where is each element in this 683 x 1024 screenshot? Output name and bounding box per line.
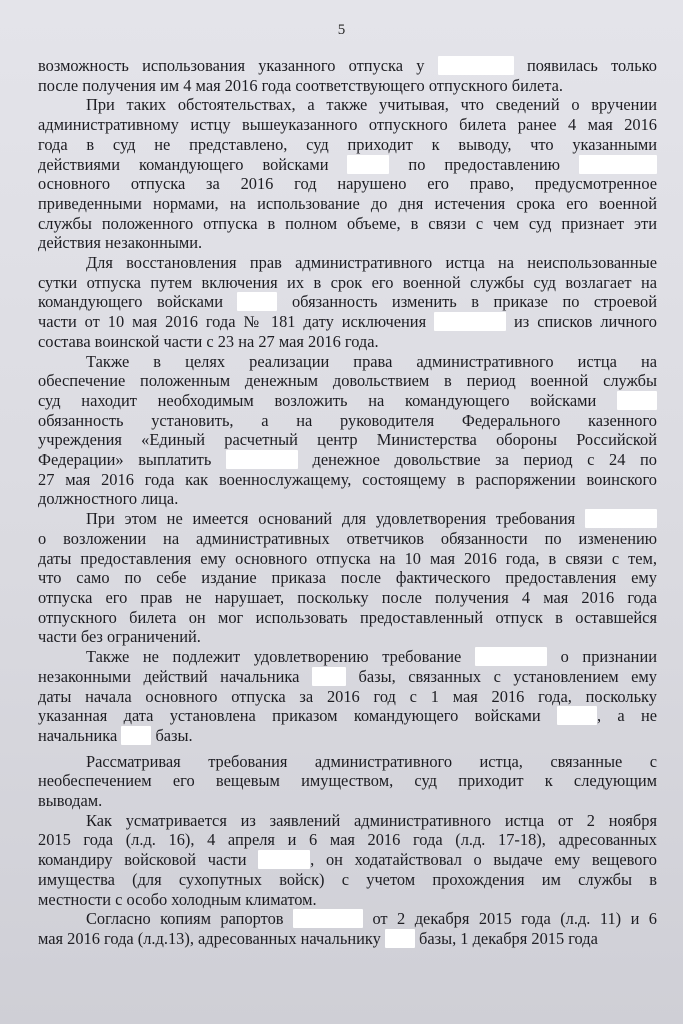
text-run: основного отпуска за 2016 год нарушено его право, предусмотренное bbox=[38, 174, 657, 194]
text-run: Также в целях реализации права административного истца на bbox=[86, 351, 657, 371]
text-run: отпускного билета он мог использовать предоставленный отпуск в оставшейся bbox=[38, 607, 657, 627]
text-line bbox=[38, 771, 657, 791]
text-line bbox=[38, 667, 657, 687]
text-run: части от 10 мая 2016 года № 181 дату исключения bbox=[38, 312, 435, 332]
text-run: , а не bbox=[596, 706, 657, 726]
redaction-box bbox=[438, 56, 514, 75]
redaction-box bbox=[258, 850, 310, 869]
text-line bbox=[38, 909, 657, 929]
redaction-box bbox=[557, 706, 597, 725]
text-line bbox=[38, 687, 657, 707]
text-run: после получения им 4 мая 2016 года соответствующего отпускного билета. bbox=[38, 75, 564, 95]
text-run: о признании bbox=[546, 647, 657, 667]
paragraph bbox=[38, 509, 657, 647]
text-line bbox=[38, 391, 657, 411]
text-run: обязанность изменить в приказе по строевой bbox=[277, 292, 657, 312]
text-line bbox=[38, 135, 657, 155]
text-line bbox=[38, 273, 657, 293]
text-run: о возложении на административных ответчиков обязанности по изменению bbox=[38, 528, 657, 548]
text-line bbox=[38, 752, 657, 772]
text-run: местности с особо холодным климатом. bbox=[38, 889, 317, 909]
text-run: денежное довольствие за период с 24 по bbox=[297, 450, 657, 470]
text-run: части без ограничений. bbox=[38, 627, 201, 647]
text-run: незаконными действий начальника bbox=[38, 666, 312, 686]
text-run: При таких обстоятельствах, а также учитывая, что сведений о вручении bbox=[86, 95, 657, 115]
text-line bbox=[38, 608, 657, 628]
text-line bbox=[38, 791, 657, 811]
text-line bbox=[38, 706, 657, 726]
paragraph bbox=[38, 56, 657, 95]
text-run: выводам. bbox=[38, 791, 103, 811]
redaction-box bbox=[121, 726, 151, 745]
text-run: начальника bbox=[38, 725, 122, 745]
redaction-box bbox=[293, 909, 363, 928]
document-body bbox=[38, 56, 657, 949]
text-run: командующего войсками bbox=[38, 292, 238, 312]
redaction-box bbox=[579, 155, 657, 174]
text-line bbox=[38, 627, 657, 647]
text-line bbox=[38, 371, 657, 391]
text-run: указанная дата установлена приказом командующего войсками bbox=[38, 706, 557, 726]
text-run: мая 2016 года (л.д.13), адресованных начальнику bbox=[38, 928, 385, 948]
text-line bbox=[38, 870, 657, 890]
text-run: обязанность установить, а на руководителя Федерального казенного bbox=[38, 410, 657, 430]
text-run: , он ходатайствовал о выдаче ему вещевого bbox=[310, 850, 657, 870]
text-line bbox=[38, 174, 657, 194]
redaction-box bbox=[617, 391, 657, 410]
text-line bbox=[38, 450, 657, 470]
text-run: 27 мая 2016 года как военнослужащему, состоящему в распоряжении воинского bbox=[38, 469, 657, 489]
text-run: Рассматривая требования административного истца, связанные с bbox=[86, 751, 657, 771]
text-line bbox=[38, 726, 657, 746]
text-line bbox=[38, 56, 657, 76]
text-line bbox=[38, 95, 657, 115]
redaction-box bbox=[385, 929, 415, 948]
text-run: действиями командующего войсками bbox=[38, 154, 348, 174]
text-run: Для восстановления прав административного истца на неиспользованные bbox=[86, 253, 657, 273]
text-line bbox=[38, 568, 657, 588]
text-run: При этом не имеется оснований для удовлетворения требования bbox=[86, 509, 585, 529]
text-run: возможность использования указанного отпуска у bbox=[38, 56, 438, 75]
redaction-box bbox=[434, 312, 506, 331]
text-line bbox=[38, 929, 657, 949]
paragraph bbox=[38, 253, 657, 352]
text-line bbox=[38, 549, 657, 569]
text-line bbox=[38, 811, 657, 831]
text-run: необеспечением его вещевым имуществом, суд приходит к следующим bbox=[38, 771, 657, 791]
text-line bbox=[38, 430, 657, 450]
text-run: службы положенного отпуска в полном объеме, в связи с чем суд признает эти bbox=[38, 213, 657, 233]
text-line bbox=[38, 529, 657, 549]
text-run: Федерации» выплатить bbox=[38, 450, 226, 470]
text-line bbox=[38, 155, 657, 175]
text-line bbox=[38, 489, 657, 509]
paragraph bbox=[38, 752, 657, 811]
paragraph bbox=[38, 647, 657, 746]
text-line bbox=[38, 470, 657, 490]
text-line bbox=[38, 509, 657, 529]
text-run: суд находит необходимым возложить на командующего войсками bbox=[38, 390, 617, 410]
paragraph bbox=[38, 352, 657, 510]
text-run: действия незаконными. bbox=[38, 233, 203, 253]
text-line bbox=[38, 411, 657, 431]
text-line bbox=[38, 194, 657, 214]
text-run: учреждения «Единый расчетный центр Министерства обороны Российской bbox=[38, 430, 657, 450]
text-run: 2015 года (л.д. 16), 4 апреля и 6 мая 2016 года (л.д. 17-18), адресованных bbox=[38, 830, 657, 850]
text-run: из списков личного bbox=[506, 312, 657, 332]
paragraph bbox=[38, 95, 657, 253]
text-line bbox=[38, 312, 657, 332]
redaction-box bbox=[226, 450, 298, 469]
text-run: базы, связанных с установлением ему bbox=[345, 666, 657, 686]
text-run: командиру войсковой части bbox=[38, 850, 259, 870]
text-run: от 2 декабря 2015 года (л.д. 11) и 6 bbox=[362, 909, 657, 929]
text-run: года в суд не представлено, суд приходит к выводу, что указанными bbox=[38, 134, 657, 154]
text-run: отпуска его прав не нарушает, поскольку после получения 4 мая 2016 года bbox=[38, 587, 657, 607]
text-line bbox=[38, 233, 657, 253]
text-line bbox=[38, 830, 657, 850]
text-line bbox=[38, 850, 657, 870]
text-line bbox=[38, 647, 657, 667]
paragraph bbox=[38, 909, 657, 948]
text-line bbox=[38, 76, 657, 96]
text-run: Согласно копиям рапортов bbox=[86, 909, 293, 929]
text-run: состава воинской части с 23 на 27 мая 2016 года. bbox=[38, 331, 379, 351]
text-run: базы. bbox=[151, 725, 193, 745]
text-line bbox=[38, 332, 657, 352]
text-run: обеспечение положенным денежным довольствием в период военной службы bbox=[38, 371, 657, 391]
text-line bbox=[38, 292, 657, 312]
text-run: даты предоставления ему основного отпуска на 10 мая 2016 года, в связи с тем, bbox=[38, 548, 657, 568]
text-run: приведенными нормами, на использование до дня истечения срока его военной bbox=[38, 193, 657, 213]
text-line bbox=[38, 214, 657, 234]
text-run: Также не подлежит удовлетворению требование bbox=[86, 647, 475, 667]
text-run: появилась только bbox=[513, 56, 657, 75]
text-run: базы, 1 декабря 2015 года bbox=[414, 928, 598, 948]
paragraph bbox=[38, 811, 657, 910]
text-run: даты начала основного отпуска за 2016 год с 1 мая 2016 года, поскольку bbox=[38, 686, 657, 706]
page-number: 5 bbox=[337, 22, 346, 38]
text-run: должностного лица. bbox=[38, 489, 179, 509]
text-line bbox=[38, 352, 657, 372]
text-run: что само по себе издание приказа после фактического предоставления ему bbox=[38, 568, 657, 588]
redaction-box bbox=[312, 667, 346, 686]
text-run: имущества (для сухопутных войск) с учетом прохождения им службы в bbox=[38, 869, 657, 889]
redaction-box bbox=[475, 647, 547, 666]
text-run: административному истцу вышеуказанного отпускного билета ранее 4 мая 2016 bbox=[38, 115, 657, 135]
text-run: по предоставлению bbox=[389, 154, 579, 174]
text-run: Как усматривается из заявлений административного истца от 2 ноября bbox=[86, 810, 657, 830]
text-line bbox=[38, 890, 657, 910]
redaction-box bbox=[585, 509, 657, 528]
text-run: сутки отпуска путем включения их в срок его военной службы суд возлагает на bbox=[38, 272, 657, 292]
redaction-box bbox=[237, 292, 277, 311]
text-line bbox=[38, 588, 657, 608]
text-line bbox=[38, 253, 657, 273]
text-line bbox=[38, 115, 657, 135]
redaction-box bbox=[347, 155, 389, 174]
